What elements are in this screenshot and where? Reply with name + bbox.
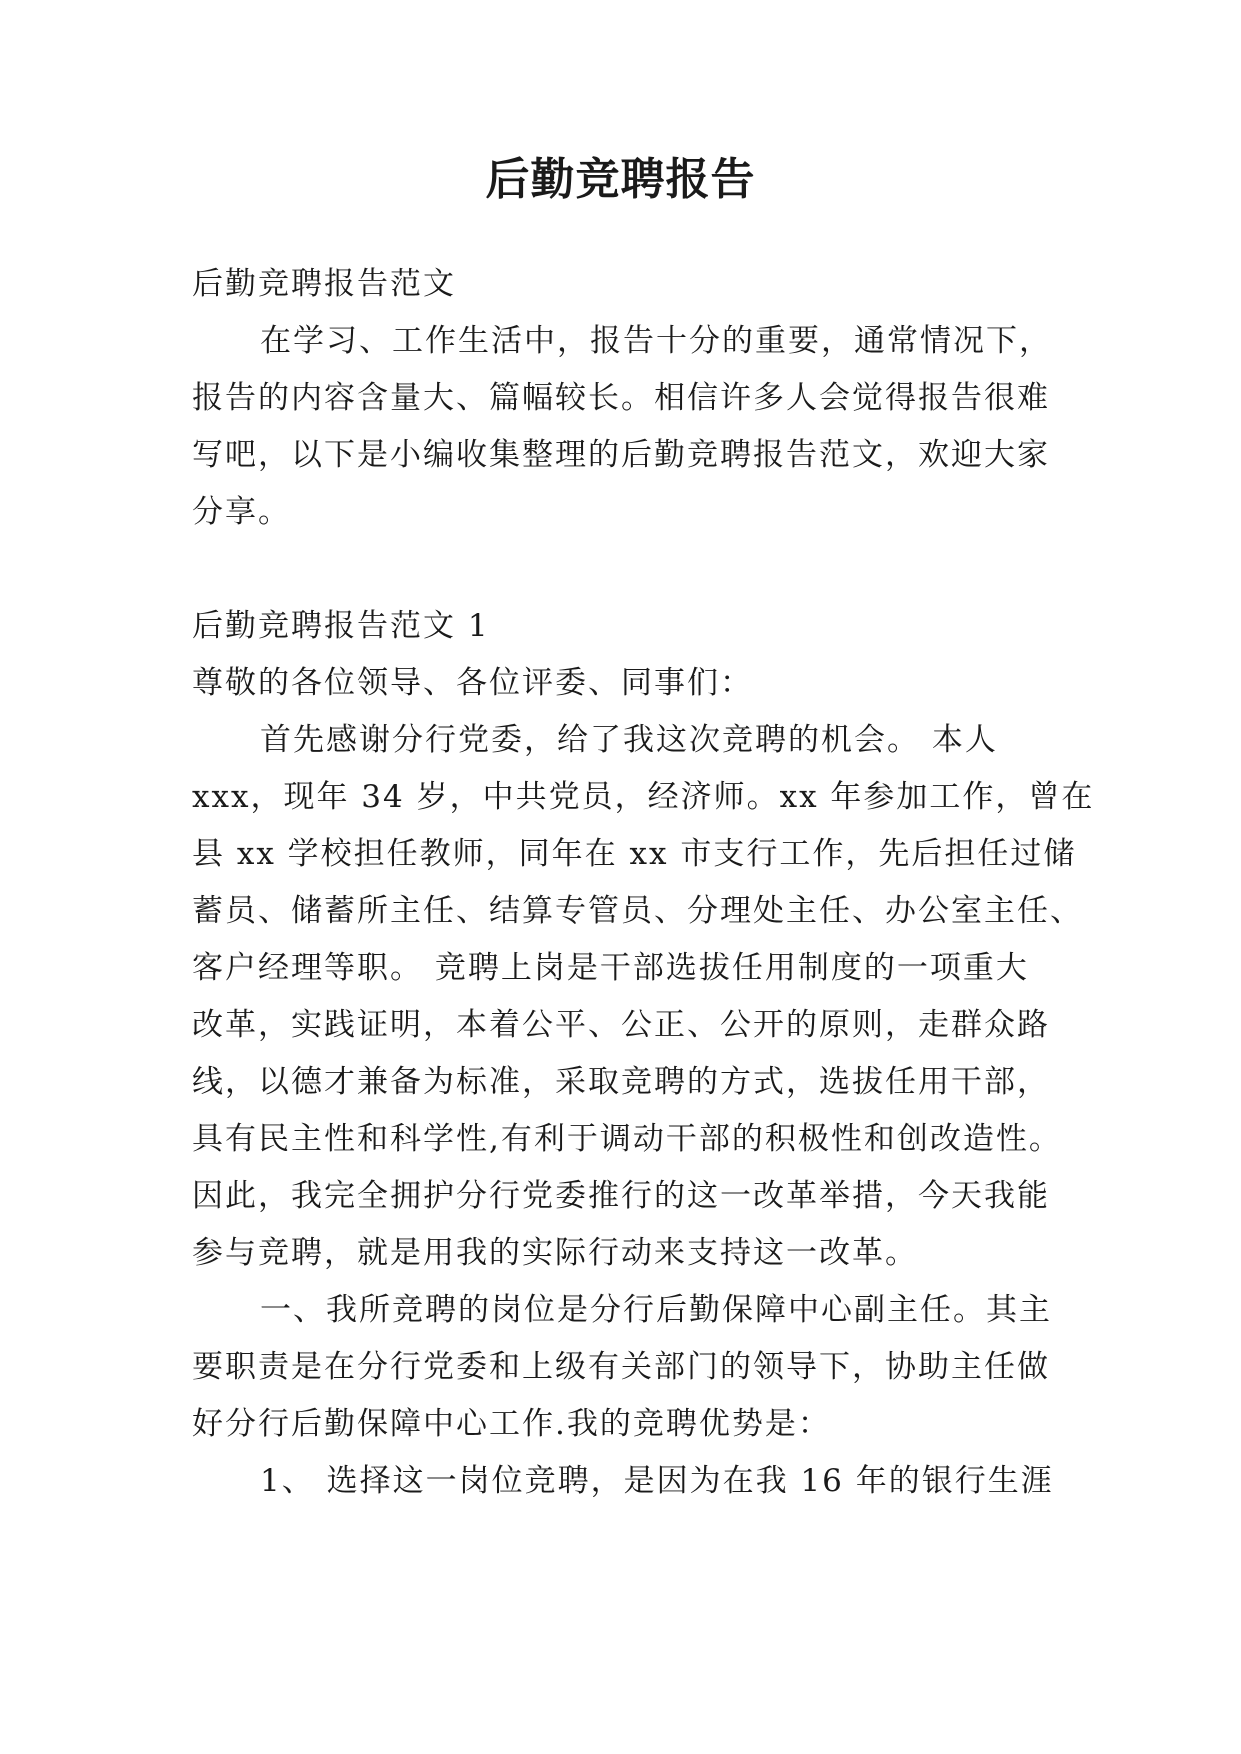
paragraph-line: xxx，现年 34 岁，中共党员，经济师。xx 年参加工作，曾在	[192, 779, 1095, 815]
paragraph-line: 具有民主性和科学性,有利于调动干部的积极性和创改造性。	[192, 1121, 1062, 1157]
document-title: 后勤竞聘报告	[485, 154, 756, 205]
paragraph-line: 首先感谢分行党委，给了我这次竞聘的机会。 本人	[260, 722, 998, 758]
paragraph-line: 客户经理等职。 竞聘上岗是干部选拔任用制度的一项重大	[192, 950, 1029, 986]
salutation: 尊敬的各位领导、各位评委、同事们：	[192, 665, 753, 701]
paragraph-line: 线，以德才兼备为标准，采取竞聘的方式，选拔任用干部，	[192, 1064, 1050, 1100]
paragraph-line: 好分行后勤保障中心工作.我的竞聘优势是：	[192, 1406, 831, 1442]
section-heading: 后勤竞聘报告范文 1	[192, 608, 490, 644]
paragraph-line: 参与竞聘，就是用我的实际行动来支持这一改革。	[192, 1235, 918, 1271]
blank-line	[192, 541, 1072, 598]
intro-line: 报告的内容含量大、篇幅较长。相信许多人会觉得报告很难	[192, 380, 1050, 416]
subtitle: 后勤竞聘报告范文	[192, 266, 456, 302]
intro-line: 写吧，以下是小编收集整理的后勤竞聘报告范文，欢迎大家	[192, 437, 1050, 473]
document-body	[192, 256, 1095, 1510]
intro-line: 分享。	[192, 494, 291, 530]
paragraph-line: 改革，实践证明，本着公平、公正、公开的原则，走群众路	[192, 1007, 1050, 1043]
intro-line: 在学习、工作生活中，报告十分的重要，通常情况下，	[260, 323, 1052, 359]
paragraph-line: 蓄员、储蓄所主任、结算专管员、分理处主任、办公室主任、	[192, 893, 1083, 929]
paragraph-line: 要职责是在分行党委和上级有关部门的领导下，协助主任做	[192, 1349, 1050, 1385]
paragraph-line: 一、我所竞聘的岗位是分行后勤保障中心副主任。其主	[260, 1292, 1052, 1328]
paragraph-line: 因此，我完全拥护分行党委推行的这一改革举措，今天我能	[192, 1178, 1050, 1214]
paragraph-line: 县 xx 学校担任教师，同年在 xx 市支行工作，先后担任过储	[192, 836, 1077, 872]
list-item-line: 1、 选择这一岗位竞聘，是因为在我 16 年的银行生涯	[260, 1463, 1054, 1499]
